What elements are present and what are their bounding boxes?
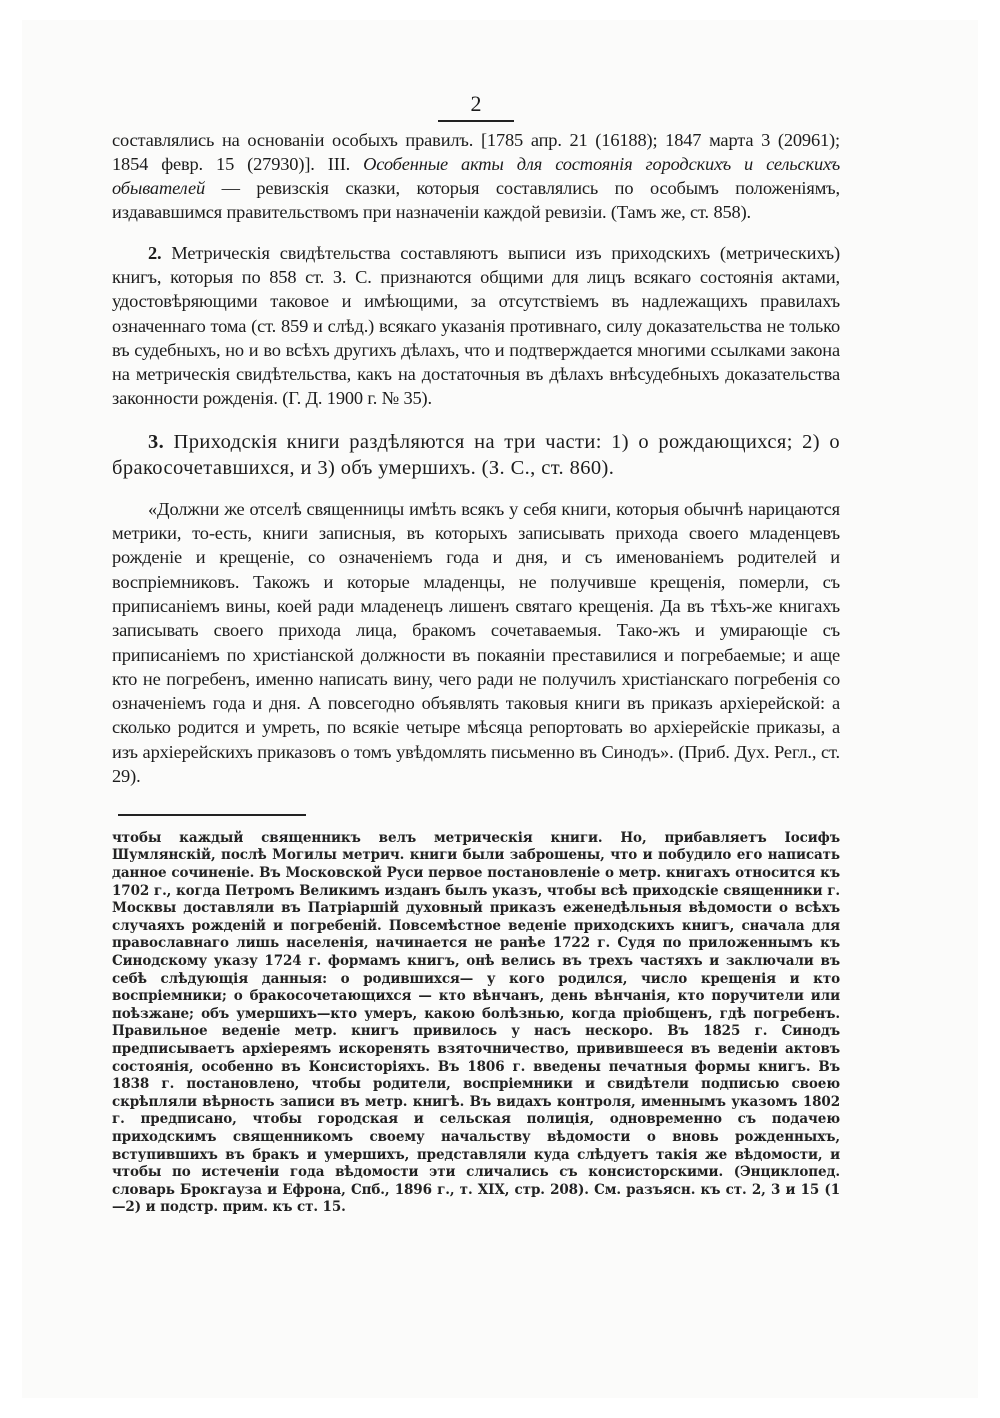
para2-number: 2. (148, 242, 162, 263)
paragraph-continuation (112, 128, 840, 225)
para3-text: Приходскія книги раздѣляются на три части: 1) о рождающихся; 2) о бракосочетавшихся, и 3) объ умершихъ. (З. С., ст. 860). (112, 430, 840, 479)
footnote-separator (118, 814, 306, 816)
paragraph-3 (112, 429, 840, 481)
para1-text-b: — ревизскія сказки, которыя составлялись по особымъ положеніямъ, издававшимся правительствомъ при назначеніи каждой ревизіи. (Тамъ же, ст. 858). (112, 178, 840, 223)
para1-text-a: составлялись на основаніи особыхъ правилъ. [1785 апр. 21 (16188); 1847 марта 3 (20961); 1854 февр. 15 (27930)]. III. (112, 129, 840, 174)
para1-italic-heading: Особенные акты для состоянія городскихъ и сельскихъ обывателей (112, 153, 840, 199)
page-number-rule (438, 120, 514, 122)
regulation-quote: «Должни же отселѣ священницы имѣть всякъ у себя книги, которыя обычнѣ нарицаются метрики, то-есть, книги записныя, въ которыхъ записывать прихода своего младенцевъ рожденіе и крещеніе, со означеніемъ года и дня, и съ именованіемъ родителей и воспріемниковъ. Такожъ и которые младенцы, не получивше крещенія, померли, съ приписаніемъ вины, коей ради младенецъ лишенъ святаго крещенія. Да въ тѣхъ-же книгахъ записывать своего прихода лица, бракомъ сочетаваемыя. Тако-жъ и умирающіе съ приписаніемъ по христіанской должности въ покаяніи преставилися и погребаемые; и аще кто не погребенъ, именно написать вину, чего ради не получилъ христіанскаго погребенія со означеніемъ года и дня. А повсегодно объявлять таковыя книги въ приказъ архіерейской: а сколько родится и умреть, по всякіе четыре мѣсяца репортовать во архіерейскіе приказы, а изъ архіерейскихъ приказовъ о томъ увѣдомлять письменно въ Синодъ». (Приб. Дух. Регл., ст. 29). (112, 498, 840, 787)
footnote-text: чтобы каждый священникъ велъ метрическія книги. Но, прибавляетъ Іосифъ Шумлянскій, послѣ Могилы метрич. книги были заброшены, что и побудило его написать данное сочиненіе. Въ Московской Руси первое постановленіе о метр. книгахъ относится къ 1702 г., когда Петромъ Великимъ изданъ былъ указъ, чтобы всѣ приходскіе священники г. Москвы доставляли въ Патріаршій духовный приказъ еженедѣльныя вѣдомости о всѣхъ случаяхъ рожденій и погребеній. Повсемѣстное веденіе приходскихъ книгъ, сначала для православнаго лишь населенія, начинается не ранѣе 1722 г. Судя по приложеннымъ къ Синодскому указу 1724 г. формамъ книгъ, онѣ велись въ трехъ частяхъ и заключали въ себѣ слѣдующія данныя: о родившихся— у кого родился, число крещенія и кто воспріемники; о бракосочетающихся — кто вѣнчанъ, день вѣнчанія, кто поручители или поѣзжане; объ умершихъ—кто умеръ, какою болѣзнью, когда пріобщенъ, гдѣ погребенъ. Правильное веденіе метр. книгъ привилось у насъ нескоро. Въ 1825 г. Синодъ предписываетъ архіереямъ искоренять взяточничество, привившееся въ веденіи актовъ состоянія, особенно въ Консисторіяхъ. Въ 1806 г. введены печатныя формы книгъ. Въ 1838 г. постановлено, чтобы родители, воспріемники и свидѣтели подписью своею скрѣпляли вѣрность записи въ метр. книгѣ. Въ видахъ контроля, именнымъ указомъ 1802 г. предписано, чтобы городская и сельская полиція, одновременно съ подачею приходскимъ священникомъ своему начальству вѣдомости о вновь рожденныхъ, вступившихъ въ бракъ и умершихъ, представляли куда слѣдуетъ такія же вѣдомости, и чтобы по истеченіи года вѣдомости эти сличались съ консисторскими. (Энциклопед. словарь Брокгауза и Ефрона, Спб., 1896 г., т. XIX, стр. 208). См. разъясн. къ ст. 2, 3 и 15 (1—2) и подстр. прим. къ ст. 15. (112, 829, 840, 1216)
para3-number: 3. (148, 430, 165, 453)
para2-text: Метрическія свидѣтельства составляютъ выписи изъ приходскихъ (метрическихъ) книгъ, которыя по 858 ст. З. С. признаются общими для лицъ всякаго состоянія актами, удостовѣряющими таковое и имѣющими, за отсутствіемъ въ надлежащихъ правилахъ означеннаго тома (ст. 859 и слѣд.) всякаго указанія противнаго, силу доказательства не только въ судебныхъ, но и во всѣхъ другихъ дѣлахъ, что и подтверждается многими ссылками закона на метрическія свидѣтельства, какъ на достаточныя въ дѣлахъ внѣсудебныхъ доказательства законности рожденія. (Г. Д. 1900 г. № 35). (112, 242, 840, 409)
page-number: 2 (470, 91, 482, 116)
paragraph-2 (112, 241, 840, 411)
document-page (112, 90, 840, 1217)
